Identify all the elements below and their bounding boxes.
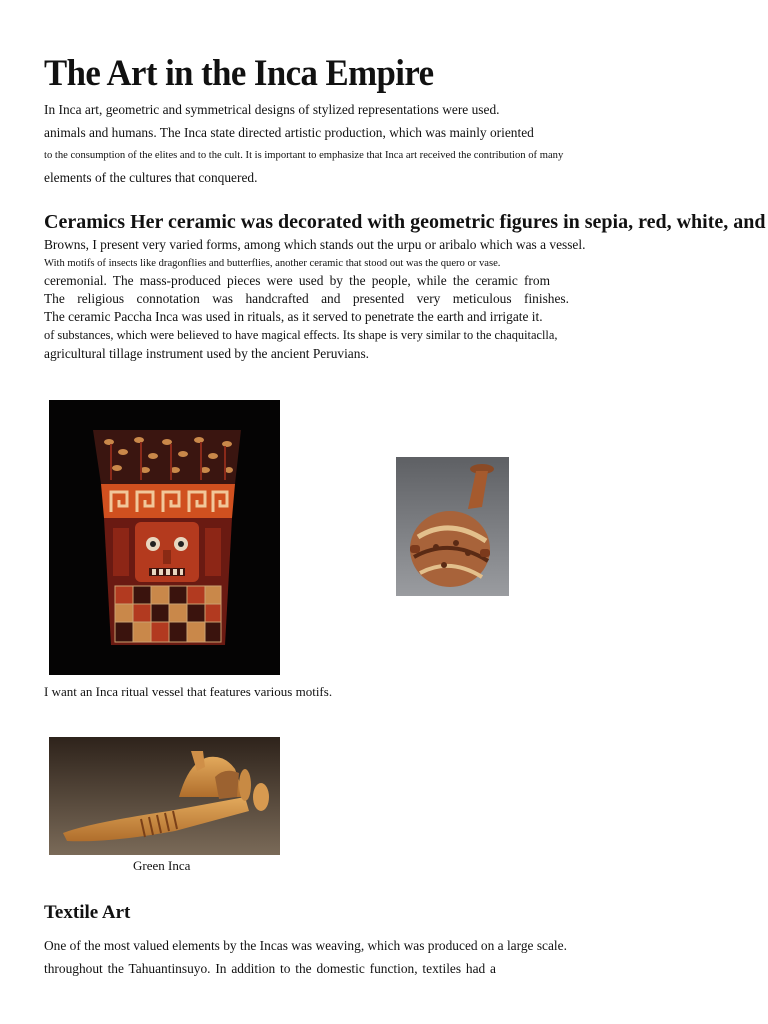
intro-line-4: elements of the cultures that conquered. [44, 170, 258, 185]
ceramics-line-5: The ceramic Paccha Inca was used in rituals, as it served to penetrate the earth and irrigate it. [44, 309, 543, 324]
textile-line-1: One of the most valued elements by the Incas was weaving, which was produced on a large scale. [44, 938, 567, 953]
paccha-caption: Green Inca [133, 858, 191, 873]
ceramics-line-4: The religious connotation was handcrafted and presented very meticulous finishes. [44, 291, 569, 306]
page-title: The Art in the Inca Empire [44, 53, 434, 94]
intro-line-1: In Inca art, geometric and symmetrical designs of stylized representations were used. [44, 102, 500, 117]
textile-line-2: throughout the Tahuantinsuyo. In addition to the domestic function, textiles had a [44, 961, 496, 976]
quero-caption: I want an Inca ritual vessel that features various motifs. [44, 684, 333, 699]
ceramics-line-3: ceremonial. The mass-produced pieces were used by the people, while the ceramic from [44, 273, 550, 288]
intro-line-3: to the consumption of the elites and to the cult. It is important to emphasize that Inca art received the contribution of many [44, 150, 564, 161]
ceramics-line-2: With motifs of insects like dragonflies and butterflies, another ceramic that stood out was the quero or vase. [44, 258, 501, 269]
aribalo-vase-image [396, 457, 509, 596]
ceramics-line-6: of substances, which were believed to have magical effects. Its shape is very similar to the chaquitaclla, [44, 328, 558, 342]
textile-heading: Textile Art [44, 902, 131, 923]
paccha-vessel-image [49, 737, 280, 855]
ceramics-heading: Ceramics Her ceramic was decorated with geometric figures in sepia, red, white, and [44, 211, 766, 233]
ceramics-line-1: Browns, I present very varied forms, among which stands out the urpu or aribalo which was a vessel. [44, 237, 586, 252]
ceramics-line-7: agricultural tillage instrument used by the ancient Peruvians. [44, 346, 370, 361]
quero-vessel-image [49, 400, 280, 675]
intro-line-2: animals and humans. The Inca state directed artistic production, which was mainly oriented [44, 125, 534, 140]
